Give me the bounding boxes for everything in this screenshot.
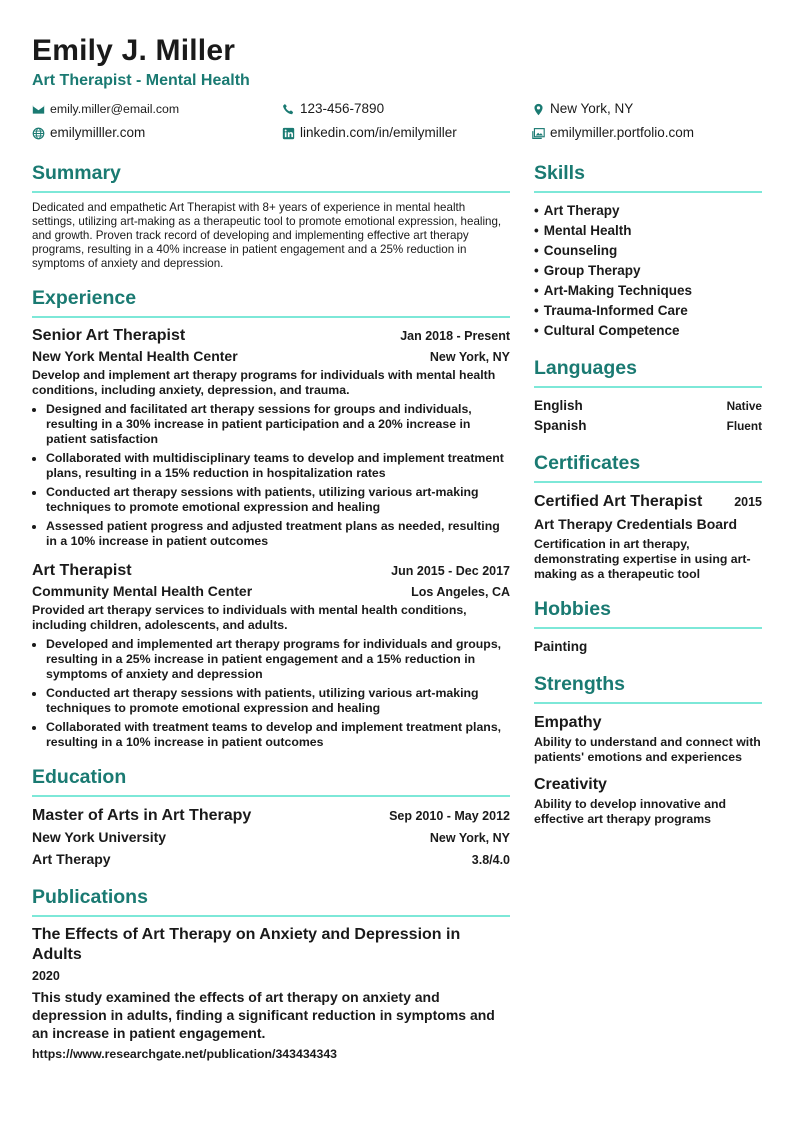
publication-title: The Effects of Art Therapy on Anxiety and Depression in Adults: [32, 926, 461, 963]
education-date: Sep 2010 - May 2012: [389, 809, 510, 823]
strengths-heading: Strengths: [534, 671, 762, 704]
contact-website[interactable]: [32, 124, 282, 142]
education-section: [32, 764, 510, 870]
map-pin-icon: [532, 103, 545, 116]
language-level: Fluent: [726, 419, 762, 433]
job-bullet: • Collaborated with multidisciplinary teams to develop and implement treatment plans, resulting in a 15% reduction in hospitalization rates: [46, 451, 510, 481]
summary-text: Dedicated and empathetic Art Therapist with 8+ years of experience in mental health settings, utilizing art-making as a therapeutic tool to promote emotional expression, healing, and growth. Proven track record of developing and implementing effective art therapy programs, resulting in a 40% increase in patient engagement and a 25% reduction in symptoms of anxiety and depression.: [32, 201, 502, 270]
job-description: Provided art therapy services to individuals with mental health conditions, including children, adolescents, and adults.: [32, 603, 467, 632]
hobbies-section: [534, 596, 762, 657]
certificate-description: Certification in art therapy, demonstrating expertise in using art-making as a therapeutic tool: [534, 537, 751, 581]
certificate-header: [534, 491, 762, 513]
skills-list: [534, 201, 762, 341]
job-company: Community Mental Health Center: [32, 583, 253, 599]
strength-description: Ability to understand and connect with patients' emotions and experiences: [534, 735, 761, 764]
job-bullet: • Conducted art therapy sessions with patients, utilizing various art-making techniques to promote emotional expression and healing: [46, 686, 510, 716]
skills-section: [534, 160, 762, 341]
language-name: English: [534, 398, 583, 413]
job-date: Jan 2018 - Present: [400, 329, 510, 343]
location-text: New York, NY: [550, 101, 634, 116]
job-location: New York, NY: [429, 350, 510, 364]
strength-name: Empathy: [534, 714, 602, 731]
education-school: New York University: [32, 829, 167, 845]
job-bullet: • Conducted art therapy sessions with patients, utilizing various art-making techniques to promote emotional expression and healing: [46, 485, 510, 515]
job-company: New York Mental Health Center: [32, 348, 238, 364]
resume-columns: [32, 160, 762, 1076]
strength-name: Creativity: [534, 776, 607, 793]
job-bullet: • Assessed patient progress and adjusted treatment plans as needed, resulting in a 10% increase in patient outcomes: [46, 519, 510, 549]
website-text: emilymilller.com: [50, 125, 146, 140]
candidate-name: Emily J. Miller: [32, 34, 236, 67]
skills-heading: Skills: [534, 160, 762, 193]
globe-icon: [32, 127, 45, 140]
education-degree: Master of Arts in Art Therapy: [32, 807, 252, 824]
publication-link[interactable]: https://www.researchgate.net/publication/343434343: [32, 1047, 338, 1061]
language-name: Spanish: [534, 418, 587, 433]
portfolio-text: emilymiller.portfolio.com: [550, 125, 695, 140]
skill-item: • Cultural Competence: [534, 321, 762, 341]
contact-phone[interactable]: [282, 100, 532, 118]
job-bullet: • Designed and facilitated art therapy sessions for groups and individuals, resulting in a 30% increase in patient participation and a 20% increase in patient satisfaction: [46, 402, 510, 447]
job-bullets: [32, 637, 510, 750]
summary-section: [32, 160, 510, 271]
languages-section: [534, 355, 762, 436]
contact-info: [32, 100, 762, 142]
certificate-name: Certified Art Therapist: [534, 493, 703, 510]
envelope-icon: [32, 103, 45, 116]
linkedin-icon: [282, 127, 295, 140]
certificate-year: 2015: [734, 495, 762, 509]
education-field-row: [32, 848, 510, 870]
publication-description: This study examined the effects of art therapy on anxiety and depression in adults, finding a significant reduction in symptoms and an increase in patient engagement.: [32, 989, 495, 1041]
education-gpa: 3.8/4.0: [471, 853, 510, 867]
job-title: Senior Art Therapist: [32, 327, 186, 344]
image-gallery-icon: [532, 127, 545, 140]
job-title: Art Therapist: [32, 562, 132, 579]
experience-heading: Experience: [32, 285, 510, 318]
job-description: Develop and implement art therapy programs for individuals with mental health conditions, including anxiety, depression, and trauma.: [32, 368, 496, 397]
skill-item: • Art Therapy: [534, 201, 762, 221]
education-location: New York, NY: [429, 831, 510, 845]
education-heading: Education: [32, 764, 510, 797]
job-bullets: [32, 402, 510, 549]
strengths-section: [534, 671, 762, 827]
job-bullet: • Developed and implemented art therapy programs for individuals and groups, resulting in a 25% increase in patient engagement and a 15% reduction in symptoms of anxiety and depression: [46, 637, 510, 682]
publication-year: 2020: [32, 969, 60, 983]
contact-linkedin[interactable]: [282, 124, 532, 142]
candidate-title: Art Therapist - Mental Health: [32, 72, 250, 89]
phone-icon: [282, 103, 295, 116]
strength-description: Ability to develop innovative and effective art therapy programs: [534, 797, 726, 826]
education-header: [32, 805, 510, 826]
phone-text: 123-456-7890: [300, 101, 385, 116]
job-bullet: • Collaborated with treatment teams to develop and implement treatment plans, resulting in a 10% increase in patient outcomes: [46, 720, 510, 750]
education-field: Art Therapy: [32, 851, 111, 867]
skill-item: • Art-Making Techniques: [534, 281, 762, 301]
skill-item: • Trauma-Informed Care: [534, 301, 762, 321]
job-entry: [32, 561, 510, 750]
hobbies-heading: Hobbies: [534, 596, 762, 629]
publications-heading: Publications: [32, 884, 510, 917]
skill-item: • Mental Health: [534, 221, 762, 241]
certificates-section: [534, 450, 762, 582]
job-location: Los Angeles, CA: [411, 585, 510, 599]
language-level: Native: [726, 399, 762, 413]
skill-item: • Group Therapy: [534, 261, 762, 281]
left-column: [32, 160, 510, 1076]
linkedin-text: linkedin.com/in/emilymiller: [300, 125, 457, 140]
contact-portfolio[interactable]: [532, 124, 762, 142]
language-row: [534, 396, 762, 416]
email-text: emily.miller@email.com: [50, 102, 180, 116]
job-subheader: [32, 346, 510, 366]
job-header: [32, 561, 510, 581]
job-date: Jun 2015 - Dec 2017: [391, 564, 510, 578]
language-row: [534, 416, 762, 436]
job-header: [32, 326, 510, 346]
right-column: [534, 160, 762, 1076]
job-subheader: [32, 581, 510, 601]
hobby-item: Painting: [534, 639, 588, 654]
publications-section: [32, 884, 510, 1062]
certificates-heading: Certificates: [534, 450, 762, 483]
summary-heading: Summary: [32, 160, 510, 193]
experience-section: [32, 285, 510, 750]
contact-email[interactable]: [32, 100, 282, 118]
certificate-issuer: Art Therapy Credentials Board: [534, 516, 738, 532]
skill-item: • Counseling: [534, 241, 762, 261]
languages-heading: Languages: [534, 355, 762, 388]
contact-location: [532, 100, 762, 118]
education-school-row: [32, 826, 510, 848]
job-entry: [32, 326, 510, 549]
